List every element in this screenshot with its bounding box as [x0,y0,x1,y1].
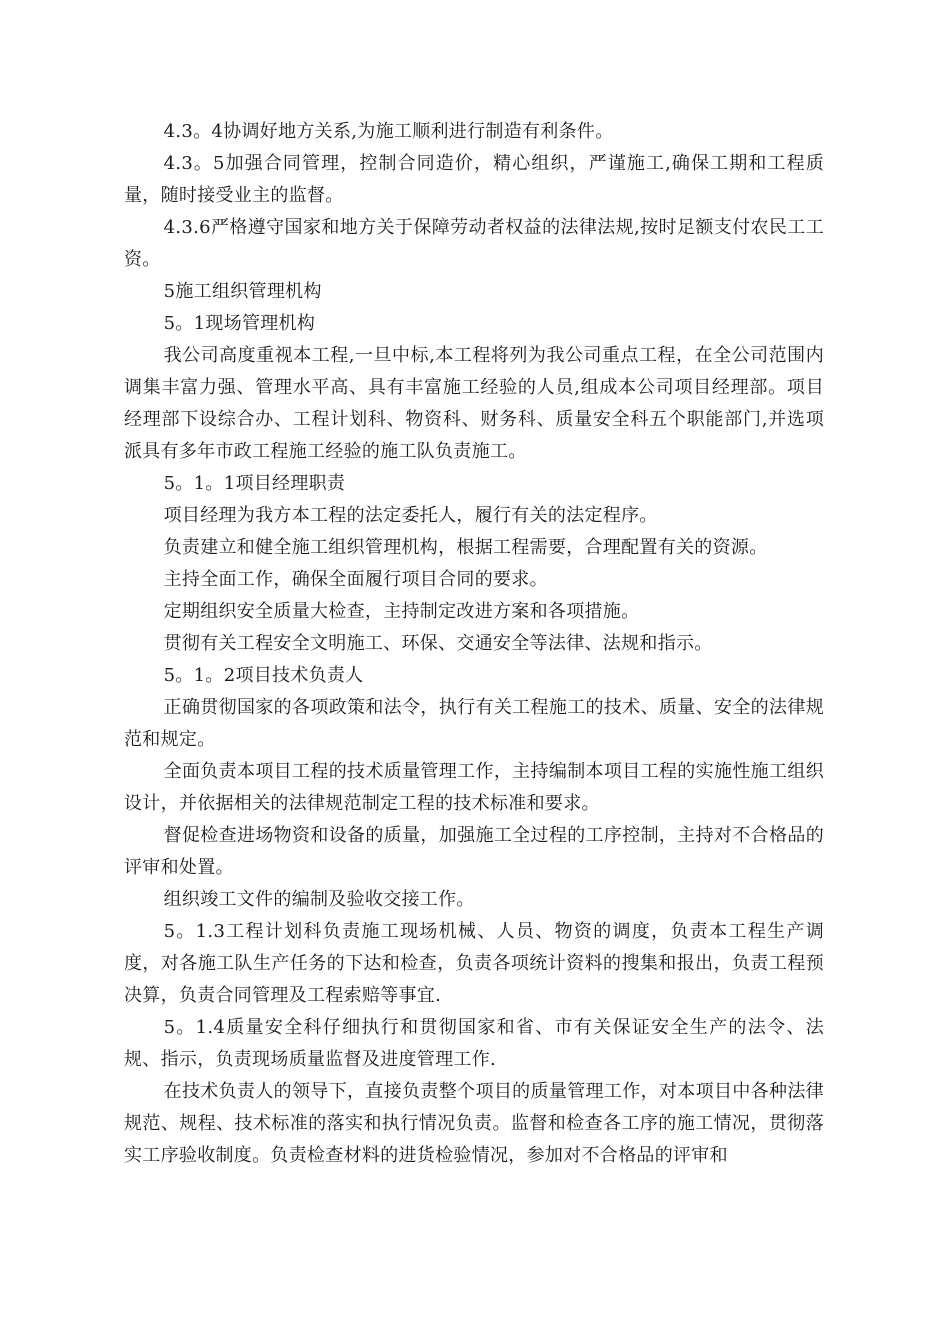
paragraph-tech-duty-1: 正确贯彻国家的各项政策和法令，执行有关工程施工的技术、质量、安全的法律规范和规定。 [124,697,824,750]
paragraph-pm-duty-5: 贯彻有关工程安全文明施工、环保、交通安全等法律、法规和指示。 [163,633,713,654]
paragraph-pm-duty-1: 项目经理为我方本工程的法定委托人，履行有关的法定程序。 [163,505,658,526]
paragraph-5-1-3: 5。1.3工程计划科负责施工现场机械、人员、物资的调度，负责本工程生产调度，对各施工队生产任务的下达和检查，负责各项统计资料的搜集和报出，负责工程预决算，负责合同管理及工程索赔等事宜. [124,921,824,1006]
paragraph-quality-duty: 在技术负责人的领导下，直接负责整个项目的质量管理工作，对本项目中各种法律规范、规程、技术标准的落实和执行情况负责。监督和检查各工序的施工情况，贯彻落实工序验收制度。负责检查材料的进货检验情况，参加对不合格品的评审和 [124,1081,824,1166]
paragraph-4-3-5: 4.3。5加强合同管理，控制合同造价，精心组织，严谨施工,确保工期和工程质量，随时接受业主的监督。 [124,153,824,206]
paragraph-pm-duty-2: 负责建立和健全施工组织管理机构，根据工程需要，合理配置有关的资源。 [163,537,768,558]
paragraph-tech-duty-2: 全面负责本项目工程的技术质量管理工作，主持编制本项目工程的实施性施工组织设计，并依据相关的法律规范制定工程的技术标准和要求。 [124,761,824,814]
paragraph-5-1-4: 5。1.4质量安全科仔细执行和贯彻国家和省、市有关保证安全生产的法令、法规、指示，负责现场质量监督及进度管理工作. [124,1017,824,1070]
section-heading-5: 5施工组织管理机构 [163,281,322,302]
section-heading-5-1-2: 5。1。2项目技术负责人 [163,665,364,686]
paragraph-4-3-6: 4.3.6严格遵守国家和地方关于保障劳动者权益的法律法规,按时足额支付农民工工资。 [124,217,824,270]
paragraph-4-3-4: 4.3。4协调好地方关系,为施工顺利进行制造有利条件。 [163,121,614,142]
paragraph-pm-duty-3: 主持全面工作，确保全面履行项目合同的要求。 [163,569,548,590]
section-heading-5-1: 5。1现场管理机构 [163,313,316,334]
paragraph-5-1-intro: 我公司高度重视本工程,一旦中标,本工程将列为我公司重点工程，在全公司范围内调集丰富力强、管理水平高、具有丰富施工经验的人员,组成本公司项目经理部。项目经理部下设综合办、工程计划科、物资科、财务科、质量安全科五个职能部门,并选项派具有多年市政工程施工经验的施工队负责施工。 [124,345,824,462]
paragraph-tech-duty-3: 督促检查进场物资和设备的质量，加强施工全过程的工序控制，主持对不合格品的评审和处置。 [124,825,824,878]
paragraph-pm-duty-4: 定期组织安全质量大检查，主持制定改进方案和各项措施。 [163,601,640,622]
document-body [124,116,824,1172]
paragraph-tech-duty-4: 组织竣工文件的编制及验收交接工作。 [163,889,475,910]
section-heading-5-1-1: 5。1。1项目经理职责 [163,473,346,494]
